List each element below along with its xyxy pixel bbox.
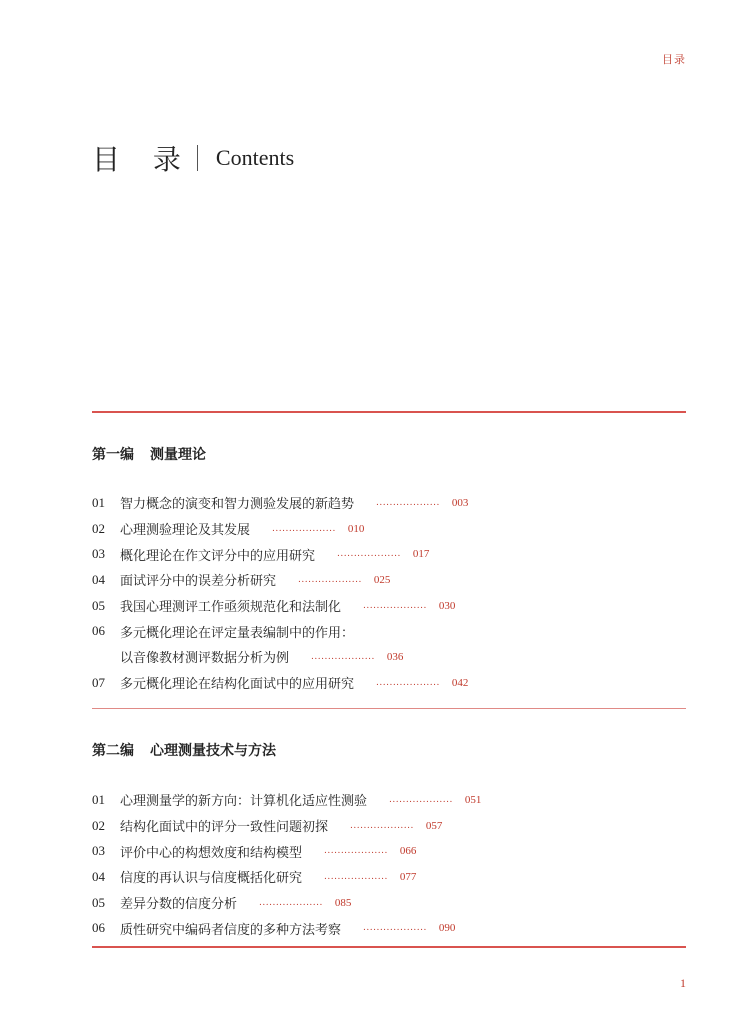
entry-title: 质性研究中编码者信度的多种方法考察	[120, 922, 342, 938]
toc-entry[interactable]	[92, 670, 686, 696]
part-label: 第一编	[92, 447, 134, 463]
entry-number: 07	[92, 674, 105, 690]
entry-number: 04	[92, 868, 105, 884]
part-name: 测量理论	[150, 447, 206, 463]
entry-number: 02	[92, 817, 105, 833]
toc-entry[interactable]	[92, 516, 686, 542]
entry-number: 06	[92, 623, 105, 639]
toc-list	[92, 490, 686, 696]
entry-page: 025	[373, 573, 391, 586]
leader-dots: ...................	[259, 897, 323, 908]
toc-entry[interactable]	[92, 864, 686, 890]
contents-title	[92, 138, 294, 178]
toc-entry[interactable]	[92, 838, 686, 864]
part-heading	[92, 444, 206, 464]
title-divider	[197, 145, 198, 171]
leader-dots: ...................	[337, 549, 401, 560]
entry-number: 06	[92, 920, 105, 936]
entry-number: 05	[92, 597, 105, 613]
toc-list	[92, 787, 686, 941]
entry-number: 05	[92, 894, 105, 910]
entry-title: 心理测量学的新方向：计算机化适应性测验	[120, 794, 368, 810]
entry-title: 概化理论在作文评分中的应用研究	[120, 548, 316, 564]
toc-entry[interactable]	[92, 787, 686, 813]
leader-dots: ...................	[376, 677, 440, 688]
toc-entry[interactable]	[92, 490, 686, 516]
title-chinese: 目 录	[92, 143, 193, 176]
entry-page: 090	[438, 922, 456, 935]
entry-page: 051	[464, 793, 482, 806]
page-number: 1	[680, 976, 686, 990]
entry-title: 心理测验理论及其发展	[120, 523, 251, 539]
entry-page: 066	[399, 845, 417, 858]
entry-number: 03	[92, 843, 105, 859]
entry-title: 评价中心的构想效度和结构模型	[120, 845, 303, 861]
leader-dots: ...................	[324, 871, 388, 882]
entry-number: 01	[92, 791, 105, 807]
toc-entry[interactable]	[92, 813, 686, 839]
entry-title: 以音像教材测评数据分析为例	[120, 651, 290, 667]
part-label: 第二编	[92, 743, 134, 759]
section-rule	[92, 708, 686, 709]
toc-entry[interactable]	[92, 593, 686, 619]
entry-title: 信度的再认识与信度概括化研究	[120, 871, 303, 887]
section-rule	[92, 411, 686, 413]
toc-entry[interactable]	[92, 890, 686, 916]
part-heading	[92, 740, 276, 760]
title-english: Contents	[215, 145, 295, 170]
leader-dots: ...................	[350, 820, 414, 831]
entry-title: 结构化面试中的评分一致性问题初探	[120, 820, 329, 836]
entry-page: 042	[451, 676, 469, 689]
entry-page: 085	[334, 896, 352, 909]
leader-dots: ...................	[311, 651, 375, 662]
entry-page: 003	[451, 496, 469, 509]
toc-entry[interactable]	[92, 618, 686, 644]
entry-title: 我国心理测评工作亟须规范化和法制化	[120, 600, 342, 616]
toc-entry[interactable]	[92, 915, 686, 941]
entry-title: 多元概化理论在评定量表编制中的作用：	[120, 625, 355, 641]
leader-dots: ...................	[272, 523, 336, 534]
leader-dots: ...................	[324, 846, 388, 857]
entry-page: 010	[347, 522, 365, 535]
entry-number: 01	[92, 494, 105, 510]
entry-number: 02	[92, 520, 105, 536]
section-rule	[92, 946, 686, 948]
leader-dots: ...................	[376, 497, 440, 508]
leader-dots: ...................	[363, 600, 427, 611]
toc-entry[interactable]	[92, 567, 686, 593]
entry-number: 03	[92, 546, 105, 562]
leader-dots: ...................	[298, 574, 362, 585]
running-head: 目录	[662, 53, 686, 66]
leader-dots: ...................	[363, 923, 427, 934]
entry-page: 077	[399, 870, 417, 883]
leader-dots: ...................	[389, 794, 453, 805]
entry-page: 017	[412, 548, 430, 561]
entry-title: 面试评分中的误差分析研究	[120, 574, 277, 590]
toc-entry-continuation[interactable]	[92, 644, 686, 670]
entry-number: 04	[92, 571, 105, 587]
entry-page: 057	[425, 819, 443, 832]
entry-title: 智力概念的演变和智力测验发展的新趋势	[120, 497, 355, 513]
entry-title: 差异分数的信度分析	[120, 897, 238, 913]
entry-page: 036	[386, 650, 404, 663]
entry-title: 多元概化理论在结构化面试中的应用研究	[120, 677, 355, 693]
part-name: 心理测量技术与方法	[150, 743, 276, 759]
entry-page: 030	[438, 599, 456, 612]
toc-entry[interactable]	[92, 541, 686, 567]
